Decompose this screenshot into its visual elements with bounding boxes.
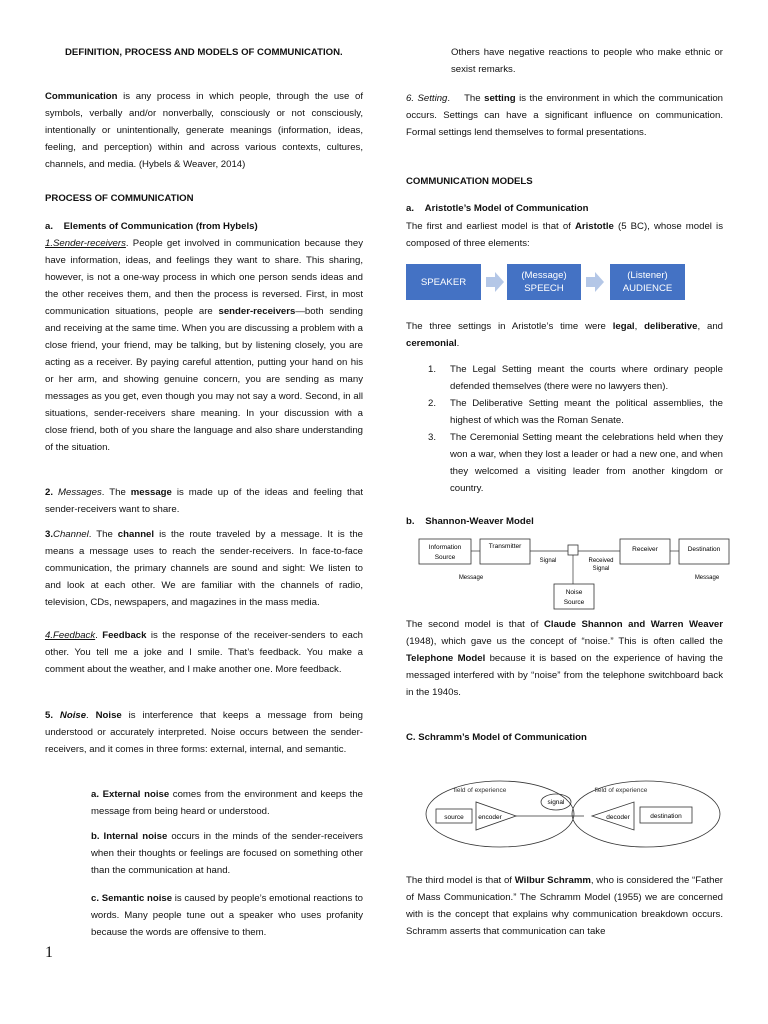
continued-text: Others have negative reactions to people who make ethnic or sexist remarks. — [451, 47, 723, 75]
noise-t1: . — [86, 710, 96, 721]
schramm-diagram — [424, 778, 724, 850]
noise-t2: is interference that keeps a message from being understood or accurately interpreted. Noise occurs between the sender-receivers, and it comes in three forms: external, internal, and semantic. — [45, 710, 363, 755]
settings-b3: ceremonial — [406, 338, 457, 349]
schramm-t1: The third model is that of — [406, 875, 515, 886]
aristotle-bold: Aristotle — [574, 221, 614, 232]
sr-text2: —both sending and receiving at the same time. When you are discussing a problem with a close friend, your friend, may be talking, but by listening closely, you are acting as a receiver. By paying careful attention, putting your hand on his or her arm, and showing genuine concern, you are sending as many messages as you get, even though you may not say a word. Second, in all situations, sender-receivers share meaning. In your discussion with a close friend, both of you share the language and also share understanding of the situation. — [45, 306, 363, 453]
external-noise-bold: a. External noise — [91, 789, 170, 800]
list-num: 3. — [428, 432, 437, 443]
audience-label: AUDIENCE — [622, 283, 673, 294]
received-label-2: Signal — [592, 566, 610, 572]
speaker-box — [406, 264, 481, 300]
settings-t2: , — [634, 321, 645, 332]
noise-bold: Noise — [95, 710, 122, 721]
schramm-t2: , who is considered the “Father of Mass Communication.” The Schramm Model (1955) we are concerned with is the concept that explains why communication breakdown occurs. Schramm asserts that communication can take — [406, 875, 723, 937]
audience-box — [610, 264, 685, 300]
settings-b1: legal — [612, 321, 635, 332]
aristotle-t1: The first and earliest model is that of — [406, 221, 575, 232]
feedback-t2: is the response of the receiver-senders to each other. You tell me a joke and I smile. That’s feedback. You make a comment about the weather, and I make another one. More feedback. — [45, 630, 363, 675]
term-communication: Communication — [45, 91, 118, 102]
arrow-right-icon — [586, 272, 604, 292]
shannon-heading: b. Shannon-Weaver Model — [406, 516, 534, 527]
page-number: 1 — [45, 944, 53, 961]
semantic-noise-bold: c. Semantic noise — [91, 893, 173, 904]
external-noise-item — [91, 786, 363, 820]
sr-bold: sender-receivers — [218, 306, 296, 317]
settings-paragraph — [406, 318, 723, 352]
channel-paragraph — [45, 526, 363, 611]
info-label-2: Source — [434, 554, 456, 561]
destination-label: destination — [650, 813, 682, 820]
internal-noise-text: occurs in the minds of the sender-receivers when their thoughts or feelings are focused on something other than the communication at hand. — [91, 831, 363, 876]
shannon-paragraph — [406, 616, 723, 701]
semantic-noise-item — [91, 890, 363, 941]
decoder-label: decoder — [606, 814, 630, 821]
aristotle-t2: (5 BC), whose model is composed of three elements: — [406, 221, 723, 249]
messages-paragraph — [45, 484, 363, 518]
source-label: source — [444, 814, 464, 821]
settings-t3: , and — [697, 321, 723, 332]
aristotle-heading: a. Aristotle’s Model of Communication — [406, 203, 589, 214]
sender-receivers-label: 1.Sender-receivers — [45, 238, 126, 249]
channel-t1: . The — [88, 529, 118, 540]
noise-paragraph — [45, 707, 363, 758]
field-left-label: field of experience — [453, 787, 507, 794]
speech-label: SPEECH — [524, 283, 564, 294]
channel-box — [568, 545, 578, 555]
arrow-right-icon — [486, 272, 504, 292]
messages-t2: is made up of the ideas and feeling that sender-receivers want to share. — [45, 487, 364, 515]
signal-label: Signal — [539, 558, 557, 564]
list-text: The Deliberative Setting meant the political assemblies, the highest of which was the Roman Senate. — [450, 398, 723, 426]
received-label-1: Received — [588, 558, 614, 564]
speech-box — [507, 264, 581, 300]
settings-list — [406, 361, 723, 497]
channel-bold: channel — [117, 529, 155, 540]
intro-text: is any process in which people, through the use of symbols, verbally and/or nonverbally, consciously or not consciously, intentionally or unintentionally, generate meanings (information, ideas, feeling, and perception) within and across various contexts, cultures, channels, and media. (Hybels & Weaver, 2014) — [45, 91, 363, 170]
messages-t1: . The — [101, 487, 131, 498]
messages-label: Messages — [58, 487, 102, 498]
setting-bold: setting — [484, 93, 516, 104]
shannon-b1: Claude Shannon and Warren Weaver — [543, 619, 723, 630]
audience-top-label: (Listener) — [627, 270, 668, 281]
shannon-t1: The second model is that of — [406, 619, 544, 630]
signal-label: signal — [547, 799, 565, 806]
noise-label-2: Source — [563, 599, 585, 606]
internal-noise-bold: b. Internal noise — [91, 831, 168, 842]
channel-label: Channel — [53, 529, 89, 540]
shannon-b2: Telephone Model — [406, 653, 486, 664]
models-heading: COMMUNICATION MODELS — [406, 176, 533, 187]
schramm-paragraph — [406, 872, 723, 940]
external-noise-text: comes from the environment and keeps the message from being heard or understood. — [91, 789, 363, 817]
messages-num: 2. — [45, 487, 59, 498]
elements-heading: a. Elements of Communication (from Hybels) — [45, 221, 258, 232]
setting-paragraph — [406, 90, 723, 141]
list-item — [406, 361, 723, 395]
setting-t2: is the environment in which the communication occurs. Settings can have a significant influence on communication. Formal settings lend themselves to formal presentations. — [406, 93, 723, 138]
list-num: 1. — [428, 364, 437, 375]
message-right-label: Message — [694, 575, 720, 581]
shannon-t2: (1948), which gave us the concept of “noise.” This is often called the — [406, 636, 723, 647]
process-heading: PROCESS OF COMMUNICATION — [45, 193, 194, 204]
encoder-label: encoder — [478, 814, 502, 821]
list-item — [406, 429, 723, 497]
feedback-paragraph — [45, 627, 363, 678]
shannon-t3: because it is based on the experience of having the messaged interfered with by “noise” from the telephone switchboard back in the 1940s. — [406, 653, 723, 698]
destination-label: Destination — [687, 546, 721, 553]
speech-top-label: (Message) — [521, 270, 567, 281]
schramm-heading: C. Schramm’s Model of Communication — [406, 732, 587, 743]
channel-num: 3. — [45, 529, 54, 540]
shannon-weaver-diagram — [418, 534, 730, 612]
sr-text1: . People get involved in communication because they have information, ideas, and feelings they want to share. This sharing, however, is not a one-way process in which one person sends ideas and the other receives them, and then the process is reversed. First, in most communication situations, people are — [45, 238, 363, 317]
settings-b2: deliberative — [644, 321, 698, 332]
channel-t2: is the route traveled by a message. It is the means a message uses to reach the sender-receivers. In face-to-face communication, the primary channels are sound and sight: We listen to and look at each other. We are familiar with the channels of radio, television, CDs, newspapers, and magazines in the mass media. — [45, 529, 363, 608]
doc-title: DEFINITION, PROCESS AND MODELS OF COMMUNICATION. — [65, 47, 343, 58]
setting-label: Setting — [417, 93, 448, 104]
noise-num: 5. — [45, 710, 60, 721]
semantic-noise-text: is caused by people’s emotional reactions to words. Many people tune out a speaker who uses profanity because the words are offensive to them. — [91, 893, 363, 938]
list-text: The Legal Setting meant the courts where ordinary people defended themselves (there were no lawyers then). — [450, 364, 723, 392]
noise-label: Noise — [59, 710, 87, 721]
settings-t1: The three settings in Aristotle’s time were — [406, 321, 613, 332]
settings-t4: . — [456, 338, 460, 349]
field-right-label: field of experience — [594, 787, 648, 794]
list-text: The Ceremonial Setting meant the celebrations held when they won a war, when they lost a leader or had a new one, and when they welcomed a visiting leader from another kingdom or country. — [450, 432, 723, 494]
setting-num: 6. — [406, 93, 418, 104]
feedback-label: 4.Feedback — [45, 630, 96, 641]
info-label-1: Information — [428, 544, 462, 551]
noise-label-1: Noise — [565, 589, 583, 596]
sender-receivers-paragraph — [45, 235, 363, 456]
feedback-t1: . — [95, 630, 103, 641]
receiver-label: Receiver — [632, 546, 658, 553]
feedback-bold: Feedback — [102, 630, 147, 641]
message-left-label: Message — [458, 575, 484, 581]
aristotle-paragraph — [406, 218, 723, 252]
internal-noise-item — [91, 828, 363, 879]
transmitter-label: Transmitter — [488, 543, 522, 550]
list-num: 2. — [428, 398, 437, 409]
setting-t1: . The — [447, 93, 485, 104]
messages-bold: message — [130, 487, 172, 498]
intro-paragraph — [45, 88, 363, 173]
schramm-b1: Wilbur Schramm — [514, 875, 591, 886]
speaker-label: SPEAKER — [420, 276, 467, 288]
list-item — [406, 395, 723, 429]
